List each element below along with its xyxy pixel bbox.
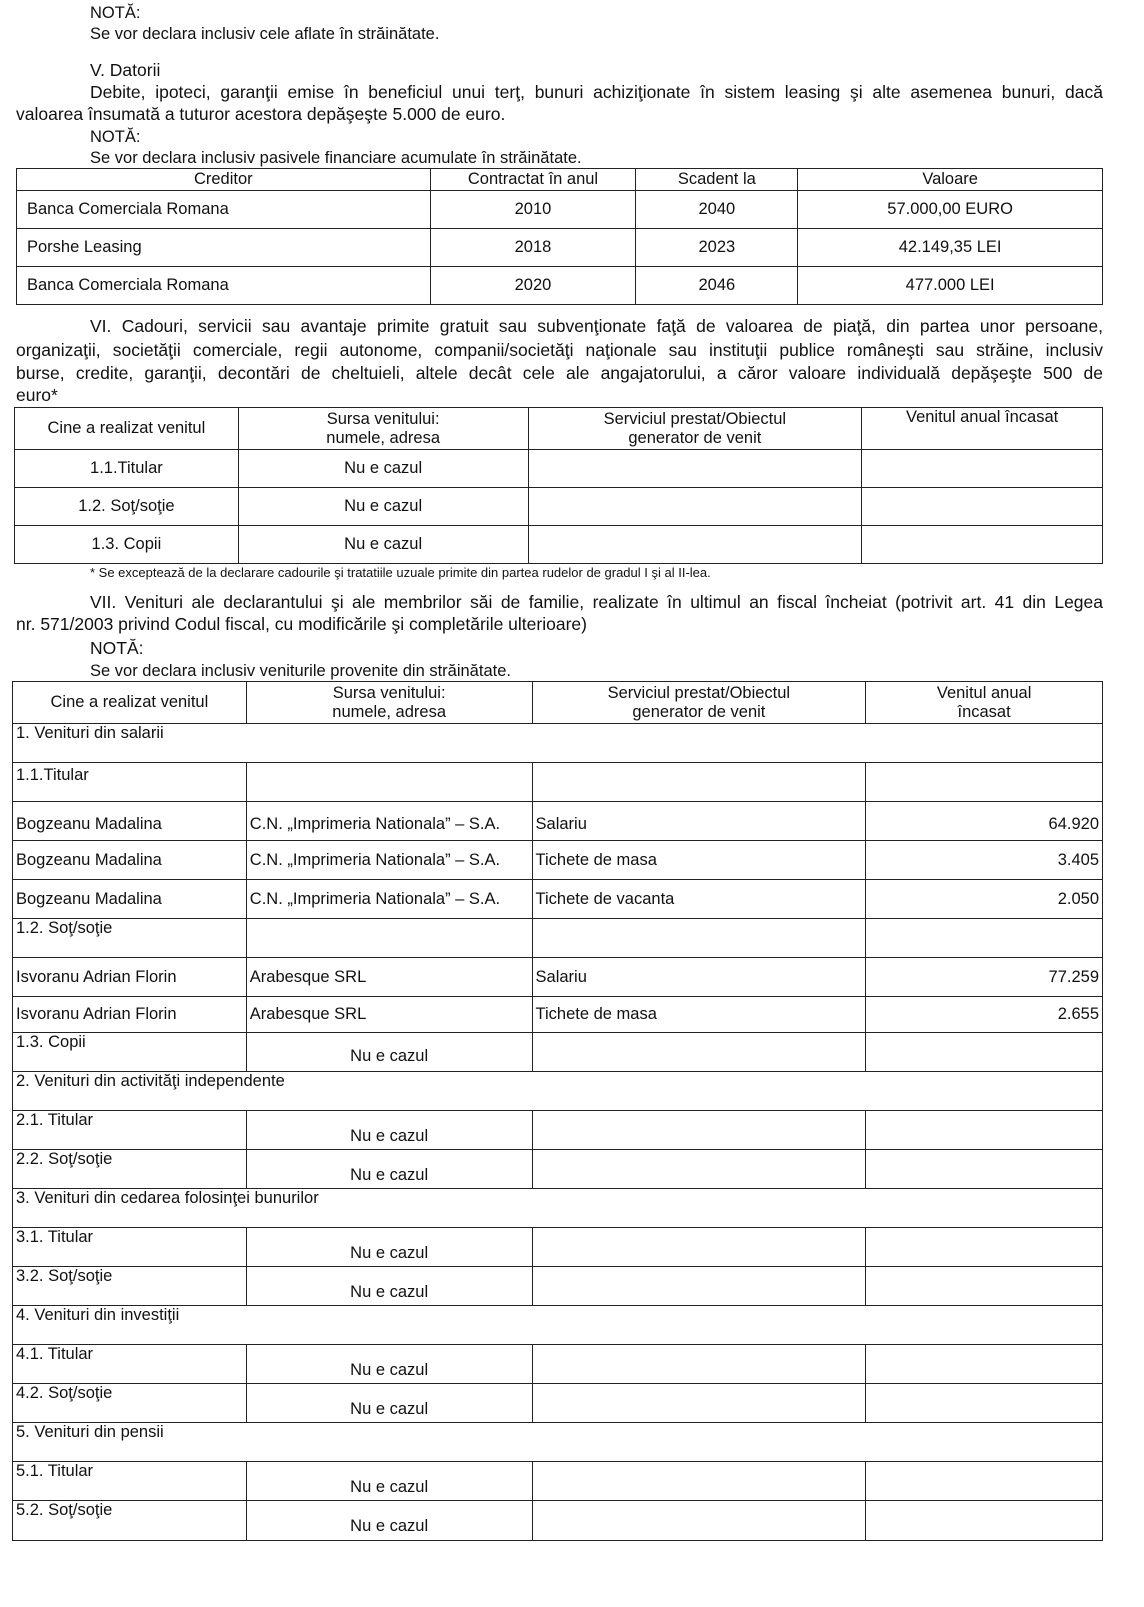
table-header-row xyxy=(17,169,1103,191)
who-cell: 2.1. Titular xyxy=(13,1111,247,1150)
table-row xyxy=(13,1228,1103,1267)
subcategory-row xyxy=(13,763,1103,802)
table-row xyxy=(13,1150,1103,1189)
column-header xyxy=(532,682,866,724)
who-cell: Bogzeanu Madalina xyxy=(13,880,247,919)
amount-cell xyxy=(866,1111,1103,1150)
table-row xyxy=(13,1111,1103,1150)
debts-table xyxy=(16,168,1103,305)
column-header-line: generator de venit xyxy=(628,428,762,447)
service-cell xyxy=(532,1228,866,1267)
column-header-line: numele, adresa xyxy=(326,428,441,447)
column-header-line: Serviciul prestat/Obiectul xyxy=(603,409,787,428)
table-row xyxy=(13,997,1103,1033)
table-row xyxy=(15,488,1103,526)
category-row xyxy=(13,1189,1103,1228)
source-cell: Nu e cazul xyxy=(246,1267,532,1306)
nota-label: NOTĂ: xyxy=(90,4,141,22)
service-cell xyxy=(528,526,862,564)
subcategory-row xyxy=(13,1033,1103,1072)
service-cell: Tichete de masa xyxy=(532,997,866,1033)
column-header xyxy=(528,408,862,450)
nota-text: Se vor declara inclusiv cele aflate în străinătate. xyxy=(90,25,440,43)
who-cell: 1.1.Titular xyxy=(15,450,239,488)
amount-cell: 64.920 xyxy=(866,802,1103,841)
section-description: organizaţii, societăţii comerciale, regii autonome, companii/societăţi naţionale sau instituţii publice româneşti sau străine, inclusiv xyxy=(16,340,1103,360)
value-cell: 42.149,35 LEI xyxy=(798,229,1103,267)
source-cell: C.N. „Imprimeria Nationala” – S.A. xyxy=(246,880,532,919)
footnote: * Se exceptează de la declarare cadourile şi tratatiile uzuale primite din partea rudelor de gradul I şi al II-lea. xyxy=(90,565,711,580)
who-cell: Isvoranu Adrian Florin xyxy=(13,997,247,1033)
column-header: Valoare xyxy=(798,169,1103,191)
column-header: Cine a realizat venitul xyxy=(13,682,247,724)
amount-cell xyxy=(866,1150,1103,1189)
amount-cell xyxy=(866,1384,1103,1423)
due-cell: 2023 xyxy=(636,229,798,267)
source-cell: Nu e cazul xyxy=(246,1111,532,1150)
column-header xyxy=(246,682,532,724)
column-header-line: Sursa venitului: xyxy=(326,409,440,428)
category-row xyxy=(13,1072,1103,1111)
table-row xyxy=(17,229,1103,267)
amount-cell: 3.405 xyxy=(866,841,1103,880)
category-cell: 2. Venituri din activităţi independente xyxy=(13,1072,1103,1111)
source-cell: Nu e cazul xyxy=(246,1033,532,1072)
who-cell: 1.2. Soţ/soţie xyxy=(13,919,247,958)
nota-label: NOTĂ: xyxy=(90,638,144,658)
table-header-row xyxy=(13,682,1103,724)
table-row xyxy=(15,526,1103,564)
due-cell: 2040 xyxy=(636,191,798,229)
table-row xyxy=(17,191,1103,229)
amount-cell xyxy=(862,488,1103,526)
source-cell: Nu e cazul xyxy=(246,1228,532,1267)
source-cell xyxy=(246,919,532,958)
amount-cell: 77.259 xyxy=(866,958,1103,997)
section-description: nr. 571/2003 privind Codul fiscal, cu modificările şi completările ulterioare) xyxy=(16,614,587,634)
income-table xyxy=(12,681,1103,1541)
column-header-line: încasat xyxy=(957,702,1011,721)
table-row xyxy=(13,841,1103,880)
who-cell: 4.1. Titular xyxy=(13,1345,247,1384)
column-header-line: Venitul anual xyxy=(936,683,1032,702)
source-cell: Nu e cazul xyxy=(246,1345,532,1384)
source-cell: C.N. „Imprimeria Nationala” – S.A. xyxy=(246,802,532,841)
table-row xyxy=(13,958,1103,997)
column-header: Cine a realizat venitul xyxy=(15,408,239,450)
column-header xyxy=(866,682,1103,724)
value-cell: 57.000,00 EURO xyxy=(798,191,1103,229)
amount-cell xyxy=(866,1462,1103,1501)
category-cell: 1. Venituri din salarii xyxy=(13,724,1103,763)
who-cell: 1.1.Titular xyxy=(13,763,247,802)
source-cell: Arabesque SRL xyxy=(246,958,532,997)
section-heading: VII. Venituri ale declarantului şi ale membrilor săi de familie, realizate în ultimul an fiscal încheiat (potrivit art. 41 din Legea xyxy=(90,592,1103,612)
column-header: Contractat în anul xyxy=(430,169,636,191)
service-cell xyxy=(532,1345,866,1384)
column-header-line: Serviciul prestat/Obiectul xyxy=(607,683,791,702)
source-cell: Nu e cazul xyxy=(238,526,528,564)
category-cell: 4. Venituri din investiţii xyxy=(13,1306,1103,1345)
category-cell: 5. Venituri din pensii xyxy=(13,1423,1103,1462)
table-header-row xyxy=(15,408,1103,450)
source-cell: Nu e cazul xyxy=(238,450,528,488)
nota-label: NOTĂ: xyxy=(90,128,141,146)
nota-text: Se vor declara inclusiv pasivele financiare acumulate în străinătate. xyxy=(90,149,582,167)
table-row xyxy=(13,802,1103,841)
column-header-line: generator de venit xyxy=(632,702,766,721)
due-cell: 2046 xyxy=(636,267,798,305)
gifts-table xyxy=(14,407,1103,564)
subcategory-row xyxy=(13,919,1103,958)
amount-cell: 2.050 xyxy=(866,880,1103,919)
who-cell: Isvoranu Adrian Florin xyxy=(13,958,247,997)
creditor-cell: Porshe Leasing xyxy=(17,229,431,267)
section-description-cont: valoarea însumată a tuturor acestora depăşeşte 5.000 de euro. xyxy=(16,104,506,124)
who-cell: Bogzeanu Madalina xyxy=(13,841,247,880)
column-header xyxy=(238,408,528,450)
service-cell xyxy=(532,1150,866,1189)
year-cell: 2010 xyxy=(430,191,636,229)
section-description: Debite, ipoteci, garanţii emise în beneficiul unui terţ, bunuri achiziţionate în sistem leasing şi alte asemenea bunuri, dacă xyxy=(90,82,1103,102)
category-cell: 3. Venituri din cedarea folosinţei bunurilor xyxy=(13,1189,1103,1228)
service-cell: Salariu xyxy=(532,958,866,997)
table-row xyxy=(13,1267,1103,1306)
service-cell: Tichete de masa xyxy=(532,841,866,880)
service-cell: Tichete de vacanta xyxy=(532,880,866,919)
amount-cell xyxy=(866,1033,1103,1072)
source-cell: Nu e cazul xyxy=(246,1150,532,1189)
service-cell xyxy=(532,1384,866,1423)
creditor-cell: Banca Comerciala Romana xyxy=(17,267,431,305)
service-cell xyxy=(528,488,862,526)
section-heading: V. Datorii xyxy=(90,60,161,80)
source-cell: Arabesque SRL xyxy=(246,997,532,1033)
column-header-line: numele, adresa xyxy=(332,702,447,721)
section-description: euro* xyxy=(16,385,58,405)
who-cell: 5.1. Titular xyxy=(13,1462,247,1501)
service-cell xyxy=(532,1111,866,1150)
column-header: Venitul anual încasat xyxy=(862,408,1103,450)
year-cell: 2020 xyxy=(430,267,636,305)
value-cell: 477.000 LEI xyxy=(798,267,1103,305)
source-cell: Nu e cazul xyxy=(246,1501,532,1541)
category-row xyxy=(13,1306,1103,1345)
service-cell xyxy=(532,1501,866,1541)
table-row xyxy=(13,1345,1103,1384)
source-cell: Nu e cazul xyxy=(246,1462,532,1501)
amount-cell: 2.655 xyxy=(866,997,1103,1033)
amount-cell xyxy=(862,450,1103,488)
amount-cell xyxy=(866,1267,1103,1306)
who-cell: 1.3. Copii xyxy=(13,1033,247,1072)
table-row xyxy=(15,450,1103,488)
amount-cell xyxy=(866,1345,1103,1384)
creditor-cell: Banca Comerciala Romana xyxy=(17,191,431,229)
amount-cell xyxy=(866,1501,1103,1541)
source-cell: Nu e cazul xyxy=(246,1384,532,1423)
table-row xyxy=(13,880,1103,919)
who-cell: Bogzeanu Madalina xyxy=(13,802,247,841)
who-cell: 3.2. Soţ/soţie xyxy=(13,1267,247,1306)
amount-cell xyxy=(862,526,1103,564)
category-row xyxy=(13,1423,1103,1462)
service-cell xyxy=(532,1462,866,1501)
service-cell xyxy=(532,1033,866,1072)
year-cell: 2018 xyxy=(430,229,636,267)
table-row xyxy=(13,1384,1103,1423)
service-cell xyxy=(532,1267,866,1306)
section-heading: VI. Cadouri, servicii sau avantaje primite gratuit sau subvenţionate faţă de valoarea de piaţă, din partea unor persoane, xyxy=(90,316,1103,336)
who-cell: 1.3. Copii xyxy=(15,526,239,564)
table-row xyxy=(13,1462,1103,1501)
who-cell: 1.2. Soţ/soţie xyxy=(15,488,239,526)
column-header: Creditor xyxy=(17,169,431,191)
who-cell: 5.2. Soţ/soţie xyxy=(13,1501,247,1541)
who-cell: 3.1. Titular xyxy=(13,1228,247,1267)
category-row xyxy=(13,724,1103,763)
column-header-line: Sursa venitului: xyxy=(332,683,446,702)
who-cell: 4.2. Soţ/soţie xyxy=(13,1384,247,1423)
service-cell xyxy=(532,919,866,958)
amount-cell xyxy=(866,763,1103,802)
table-row xyxy=(13,1501,1103,1541)
section-description: burse, credite, garanţii, decontări de cheltuieli, altele decât cele ale angajatorului, a căror valoare individuală depăşeşte 500 de xyxy=(16,363,1103,383)
service-cell xyxy=(532,763,866,802)
amount-cell xyxy=(866,919,1103,958)
column-header: Scadent la xyxy=(636,169,798,191)
source-cell xyxy=(246,763,532,802)
source-cell: C.N. „Imprimeria Nationala” – S.A. xyxy=(246,841,532,880)
source-cell: Nu e cazul xyxy=(238,488,528,526)
nota-text: Se vor declara inclusiv veniturile provenite din străinătate. xyxy=(90,662,511,680)
amount-cell xyxy=(866,1228,1103,1267)
table-row xyxy=(17,267,1103,305)
who-cell: 2.2. Soţ/soţie xyxy=(13,1150,247,1189)
service-cell xyxy=(528,450,862,488)
service-cell: Salariu xyxy=(532,802,866,841)
